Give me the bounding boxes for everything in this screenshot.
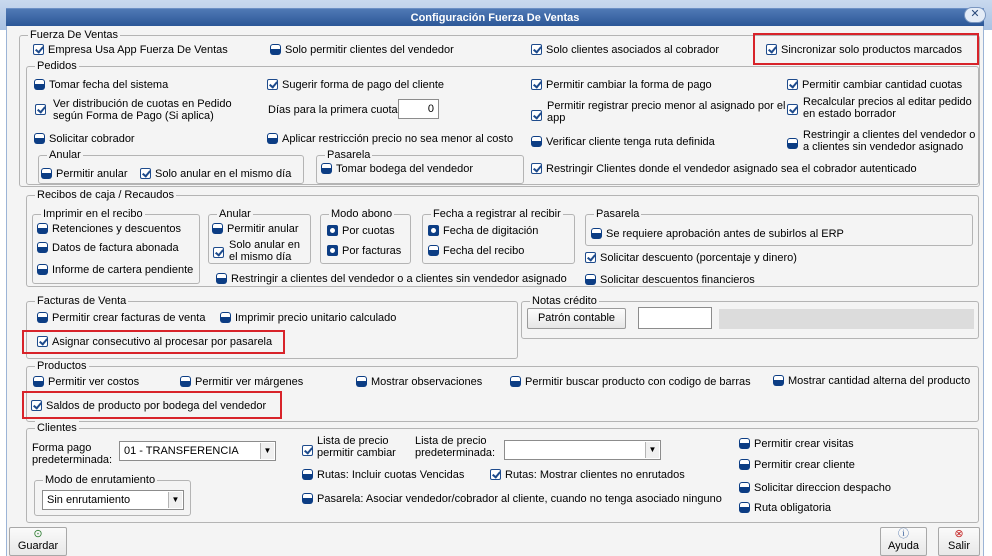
unchecked-icon [34, 79, 45, 90]
check-no-enrutados[interactable]: Rutas: Mostrar clientes no enrutados [490, 469, 685, 482]
unchecked-icon [41, 168, 52, 179]
unchecked-icon [37, 223, 48, 234]
checked-icon [140, 168, 151, 179]
group-legend: Pasarela [596, 208, 640, 220]
unchecked-icon [267, 133, 278, 144]
check-ruta-obligatoria[interactable]: Ruta obligatoria [739, 502, 831, 515]
check-buscar-codigo-barras[interactable]: Permitir buscar producto con codigo de barras [510, 376, 751, 389]
check-ver-margenes[interactable]: Permitir ver márgenes [180, 376, 303, 389]
unchecked-icon [356, 376, 367, 387]
forma-pago-select[interactable]: 01 - TRANSFERENCIA ▼ [119, 441, 276, 461]
group-legend: Modo de enrutamiento [45, 474, 156, 486]
check-restringir-vendedor[interactable] [787, 138, 802, 151]
group-legend: Recibos de caja / Recaudos [37, 189, 174, 201]
checked-icon [35, 104, 46, 115]
radio-icon [327, 225, 338, 236]
check-verificar-ruta[interactable]: Verificar cliente tenga ruta definida [531, 136, 715, 149]
patron-contable-button[interactable]: Patrón contable [527, 308, 626, 329]
group-legend: Fecha a registrar al recibir [433, 208, 561, 220]
dias-primera-cuota-label: Días para la primera cuota [268, 104, 398, 116]
checked-icon [531, 44, 542, 55]
group-legend: Productos [37, 360, 87, 372]
checked-icon [267, 79, 278, 90]
check-aplicar-restriccion[interactable]: Aplicar restricción precio no sea menor al costo [267, 133, 513, 146]
radio-fecha-digitacion[interactable]: Fecha de digitación [428, 225, 538, 238]
check-incluir-vencidas[interactable]: Rutas: Incluir cuotas Vencidas [302, 469, 464, 482]
check-imprimir-precio[interactable]: Imprimir precio unitario calculado [220, 312, 396, 325]
recibo-solo-mismo-dia-label: Solo anular en el mismo día [229, 239, 300, 263]
unchecked-icon [34, 133, 45, 144]
modo-enrutamiento-select[interactable]: Sin enrutamiento ▼ [42, 490, 184, 510]
checked-icon [585, 252, 596, 263]
check-crear-visitas[interactable]: Permitir crear visitas [739, 438, 854, 451]
group-legend: Pasarela [327, 149, 371, 161]
group-legend: Modo abono [331, 208, 393, 220]
unchecked-icon [37, 242, 48, 253]
check-descuentos-financieros[interactable]: Solicitar descuentos financieros [585, 274, 755, 287]
group-legend: Anular [49, 149, 81, 161]
highlight-box [22, 330, 285, 354]
check-mostrar-observaciones[interactable]: Mostrar observaciones [356, 376, 482, 389]
group-legend: Notas crédito [532, 295, 597, 307]
forma-pago-label: Forma pago predeterminada: [32, 442, 113, 466]
unchecked-icon [220, 312, 231, 323]
check-recibos-restringir[interactable]: Restringir a clientes del vendedor o a clientes sin vendedor asignado [216, 273, 567, 286]
highlight-box [22, 391, 282, 419]
recalcular-label: Recalcular precios al editar pedido en estado borrador [803, 96, 972, 120]
check-sugerir-pago[interactable]: Sugerir forma de pago del cliente [267, 79, 444, 92]
check-asociar-vendedor[interactable]: Pasarela: Asociar vendedor/cobrador al cliente, cuando no tenga asociado ninguno [302, 493, 722, 506]
checked-icon [787, 104, 798, 115]
unchecked-icon [216, 273, 227, 284]
check-crear-facturas[interactable]: Permitir crear facturas de venta [37, 312, 205, 325]
check-solicitar-cobrador[interactable]: Solicitar cobrador [34, 133, 135, 146]
unchecked-icon [531, 136, 542, 147]
check-crear-cliente[interactable]: Permitir crear cliente [739, 459, 855, 472]
check-cambiar-cantidad-cuotas[interactable]: Permitir cambiar cantidad cuotas [787, 79, 962, 92]
check-recalcular-precios[interactable] [787, 104, 802, 117]
notas-filler [719, 309, 974, 329]
group-legend: Anular [219, 208, 251, 220]
group-legend: Facturas de Venta [37, 295, 127, 307]
unchecked-icon [33, 376, 44, 387]
patron-contable-input[interactable] [638, 307, 712, 329]
chevron-down-icon: ▼ [260, 443, 274, 459]
checked-icon [531, 163, 542, 174]
checked-icon [213, 247, 224, 258]
help-icon: ⓘ [898, 528, 909, 540]
checked-icon [302, 445, 313, 456]
chevron-down-icon: ▼ [645, 442, 659, 458]
close-icon: ✕ [970, 8, 980, 20]
group-legend: Imprimir en el recibo [43, 208, 143, 220]
checked-icon [33, 44, 44, 55]
unchecked-icon [510, 376, 521, 387]
unchecked-icon [773, 375, 784, 386]
unchecked-icon [302, 493, 313, 504]
check-aprobacion-erp[interactable]: Se requiere aprobación antes de subirlos al ERP [591, 228, 844, 241]
check-tomar-fecha[interactable]: Tomar fecha del sistema [34, 79, 168, 92]
check-lista-precio-cambiar[interactable] [302, 445, 317, 458]
check-solo-clientes-cobrador[interactable]: Solo clientes asociados al cobrador [531, 44, 719, 57]
lista-cambiar-label: Lista de precio permitir cambiar [317, 435, 396, 459]
unchecked-icon [428, 245, 439, 256]
check-saldos-bodega[interactable]: Saldos de producto por bodega del vendedor [31, 400, 266, 413]
check-recibo-solo-mismo-dia[interactable] [213, 247, 228, 260]
check-permitir-anular[interactable]: Permitir anular [41, 168, 128, 181]
group-legend: Pedidos [37, 60, 77, 72]
guardar-button[interactable]: ⊙ Guardar [9, 527, 67, 556]
radio-icon [327, 245, 338, 256]
group-legend: Clientes [37, 422, 77, 434]
check-app-fuerza-ventas[interactable]: Empresa Usa App Fuerza De Ventas [33, 44, 228, 57]
check-retenciones[interactable]: Retenciones y descuentos [37, 223, 181, 236]
group-legend: Fuerza De Ventas [30, 29, 119, 41]
unchecked-icon [739, 502, 750, 513]
check-recibo-permitir-anular[interactable]: Permitir anular [212, 223, 299, 236]
unchecked-icon [270, 44, 281, 55]
unchecked-icon [739, 459, 750, 470]
restringir-vendedor-label: Restringir a clientes del vendedor o a clientes sin vendedor asignado [803, 129, 976, 153]
checked-icon [490, 469, 501, 480]
unchecked-icon [739, 438, 750, 449]
exit-icon: ⊗ [954, 528, 964, 540]
check-ver-costos[interactable]: Permitir ver costos [33, 376, 139, 389]
check-solo-mismo-dia[interactable]: Solo anular en el mismo día [140, 168, 291, 181]
check-solo-clientes-vendedor[interactable]: Solo permitir clientes del vendedor [270, 44, 454, 57]
unchecked-icon [37, 312, 48, 323]
checked-icon [531, 79, 542, 90]
unchecked-icon [591, 228, 602, 239]
ver-distribucion-label: Ver distribución de cuotas en Pedido según Forma de Pago (Si aplica) [53, 98, 232, 122]
salir-button[interactable]: ⊗ Salir [938, 527, 980, 556]
check-precio-menor[interactable] [531, 110, 546, 123]
unchecked-icon [739, 482, 750, 493]
chevron-down-icon: ▼ [168, 492, 182, 508]
unchecked-icon [180, 376, 191, 387]
check-cantidad-alterna[interactable]: Mostrar cantidad alterna del producto [773, 375, 970, 388]
highlight-box [753, 33, 979, 65]
unchecked-icon [212, 223, 223, 234]
lista-predeterminada-label: Lista de precio predeterminada: [415, 435, 496, 459]
check-tomar-bodega[interactable]: Tomar bodega del vendedor [321, 163, 473, 176]
precio-menor-label: Permitir registrar precio menor al asignado por el app [547, 100, 786, 124]
check-ver-distribucion[interactable] [35, 104, 50, 117]
radio-por-cuotas[interactable]: Por cuotas [327, 225, 395, 238]
check-datos-factura[interactable]: Datos de factura abonada [37, 242, 179, 255]
unchecked-icon [321, 163, 332, 174]
lista-predeterminada-select[interactable] [504, 440, 661, 460]
check-cambiar-forma-pago[interactable]: Permitir cambiar la forma de pago [531, 79, 712, 92]
radio-fecha-recibo[interactable]: Fecha del recibo [428, 245, 524, 258]
checked-icon [787, 79, 798, 90]
dias-primera-cuota-input[interactable]: 0 [398, 99, 439, 119]
check-informe-cartera[interactable]: Informe de cartera pendiente [37, 264, 193, 277]
ayuda-button[interactable]: ⓘ Ayuda [880, 527, 927, 556]
unchecked-icon [787, 138, 798, 149]
check-asignar-consecutivo[interactable]: Asignar consecutivo al procesar por pasarela [37, 336, 272, 349]
radio-icon [428, 225, 439, 236]
unchecked-icon [302, 469, 313, 480]
checked-icon [531, 110, 542, 121]
radio-por-facturas[interactable]: Por facturas [327, 245, 401, 258]
check-sincronizar-productos[interactable]: Sincronizar solo productos marcados [766, 44, 962, 57]
checkmark-circle-icon: ⊙ [33, 528, 43, 540]
check-direccion-despacho[interactable]: Solicitar direccion despacho [739, 482, 891, 495]
window-title: Configuración Fuerza De Ventas [6, 8, 984, 26]
close-window-button[interactable] [964, 7, 986, 23]
check-restringir-cobrador[interactable]: Restringir Clientes donde el vendedor asignado sea el cobrador autenticado [531, 163, 917, 176]
window-client [6, 26, 984, 556]
check-solicitar-descuento[interactable]: Solicitar descuento (porcentaje y dinero) [585, 252, 797, 265]
unchecked-icon [585, 274, 596, 285]
unchecked-icon [37, 264, 48, 275]
